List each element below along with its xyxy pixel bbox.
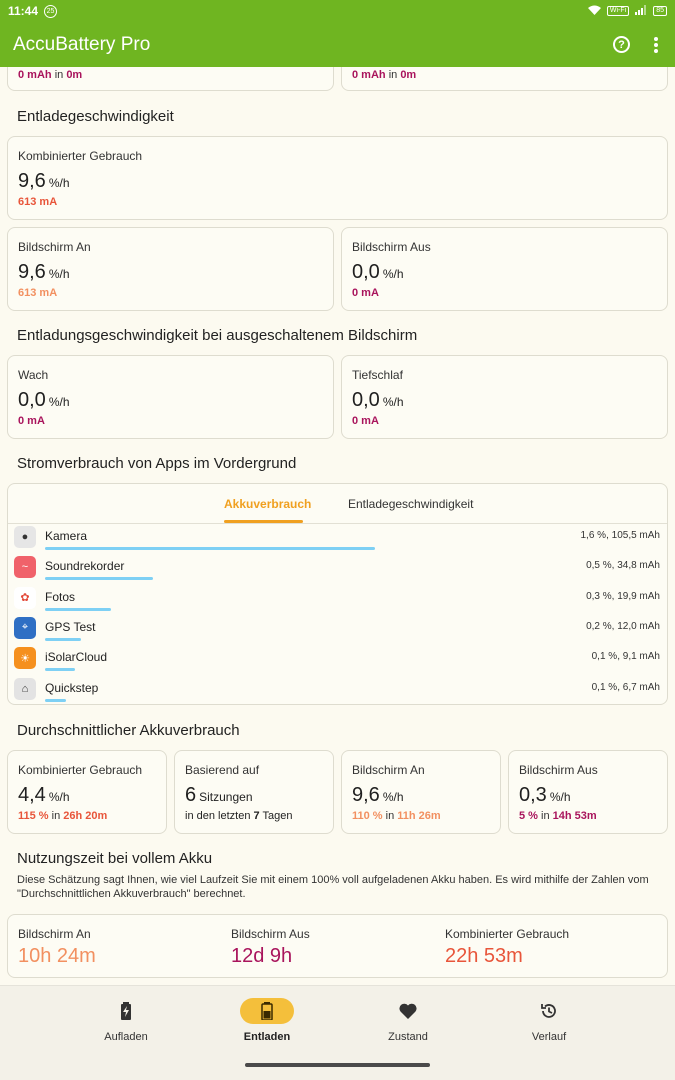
fc-screen-off-value: 12d 9h <box>231 945 293 967</box>
app-name: Fotos <box>45 589 76 604</box>
app-usage-value: 0,3 %, 19,9 mAh <box>586 590 660 602</box>
avg-combined-card <box>7 750 167 834</box>
combined-usage-label: Kombinierter Gebrauch <box>18 149 143 163</box>
app-usage-bar <box>45 638 81 641</box>
screen-off-value: 0,0 <box>352 261 380 283</box>
tab-discharge-speed[interactable]: Entladegeschwindigkeit <box>348 497 474 511</box>
status-time: 11:44 <box>8 4 39 18</box>
apps-card <box>7 483 668 705</box>
combined-usage-unit: %/h <box>48 176 70 190</box>
app-usage-value: 0,2 %, 12,0 mAh <box>586 620 660 632</box>
help-icon[interactable]: ? <box>613 36 630 53</box>
sound-recorder-icon: ~ <box>14 556 36 578</box>
top-left-in: in <box>54 69 64 81</box>
gps-test-icon: ⌖ <box>14 617 36 639</box>
fc-screen-off-label: Bildschirm Aus <box>231 927 310 941</box>
avg-combined-pct: 115 % <box>18 810 49 822</box>
avg-combined-time: 26h 20m <box>63 810 108 822</box>
discharge-content[interactable] <box>0 67 675 985</box>
average-title: Durchschnittlicher Akkuverbrauch <box>17 722 240 739</box>
app-bar <box>0 22 675 67</box>
deep-sleep-value: 0,0 <box>352 389 380 411</box>
status-bar <box>0 0 675 22</box>
app-name: iSolarCloud <box>45 650 108 665</box>
fc-combined-value: 22h 53m <box>445 945 523 967</box>
app-usage-value: 0,1 %, 9,1 mAh <box>591 651 660 663</box>
nav-discharge-label: Entladen <box>243 1031 291 1043</box>
app-usage-bar <box>45 668 75 671</box>
avg-screen-on-value: 9,6 <box>352 784 380 806</box>
deep-sleep-card <box>341 355 668 439</box>
avg-screen-on-in: in <box>385 810 395 822</box>
fc-combined-label: Kombinierter Gebrauch <box>445 927 570 941</box>
history-icon <box>540 1002 558 1020</box>
discharge-speed-title: Entladegeschwindigkeit <box>17 108 174 125</box>
full-charge-title: Nutzungszeit bei vollem Akku <box>17 850 213 867</box>
gesture-handle[interactable] <box>245 1063 430 1067</box>
full-charge-card <box>7 914 668 978</box>
avg-days-prefix: in den letzten <box>185 810 251 822</box>
top-left-time: 0m <box>66 69 83 81</box>
screen-on-unit: %/h <box>48 267 70 281</box>
wifi-icon <box>588 5 601 18</box>
signal-icon <box>635 5 647 18</box>
nav-discharge[interactable] <box>217 998 317 1058</box>
isolarcloud-icon: ☀ <box>14 647 36 669</box>
top-right-time: 0m <box>400 69 417 81</box>
avg-screen-off-pct: 5 % <box>519 810 538 822</box>
avg-sessions-value: 6 <box>185 784 197 806</box>
tab-battery-usage[interactable]: Akkuverbrauch <box>224 497 312 511</box>
app-row[interactable] <box>8 615 667 645</box>
top-partial-card-right <box>341 67 668 91</box>
avg-sessions-unit: Sitzungen <box>199 790 253 804</box>
nav-health-label: Zustand <box>388 1031 428 1043</box>
avg-screen-on-card <box>341 750 501 834</box>
app-name: GPS Test <box>45 619 96 634</box>
app-name: Quickstep <box>45 680 99 695</box>
deep-sleep-current: 0 mA <box>352 415 379 427</box>
avg-screen-off-value: 0,3 <box>519 784 547 806</box>
screen-on-value: 9,6 <box>18 261 46 283</box>
avg-days-value: 7 <box>253 810 260 822</box>
nav-charge[interactable] <box>76 998 176 1058</box>
avg-combined-label: Kombinierter Gebrauch <box>18 763 143 777</box>
apps-tabs <box>8 484 667 524</box>
awake-unit: %/h <box>48 395 70 409</box>
combined-usage-current: 613 mA <box>18 196 58 208</box>
app-name: Kamera <box>45 529 88 543</box>
screen-on-card <box>7 227 334 311</box>
notification-badge-icon: 25 <box>44 5 57 18</box>
nav-charge-label: Aufladen <box>104 1031 148 1043</box>
app-usage-bar <box>45 547 375 550</box>
top-left-value: 0 mAh <box>18 69 52 81</box>
combined-usage-value: 9,6 <box>18 170 46 192</box>
app-row[interactable] <box>8 554 667 584</box>
home-launcher-icon: ⌂ <box>14 678 36 700</box>
more-options-icon[interactable] <box>650 37 662 53</box>
status-icons <box>588 5 667 18</box>
combined-usage-card <box>7 136 668 220</box>
avg-screen-on-unit: %/h <box>382 790 404 804</box>
screen-off-label: Bildschirm Aus <box>352 240 431 254</box>
avg-screen-off-label: Bildschirm Aus <box>519 763 598 777</box>
awake-label: Wach <box>18 368 49 382</box>
battery-charging-icon <box>120 1002 132 1020</box>
top-partial-card-left <box>7 67 334 91</box>
camera-icon: ● <box>14 526 36 548</box>
top-right-value: 0 mAh <box>352 69 386 81</box>
avg-based-on-card <box>174 750 334 834</box>
nav-history-label: Verlauf <box>531 1031 567 1043</box>
avg-screen-on-time: 11h 26m <box>397 810 441 822</box>
heart-icon <box>399 1003 417 1019</box>
battery-level-icon: 85 <box>653 6 667 16</box>
app-usage-value: 1,6 %, 105,5 mAh <box>580 530 660 541</box>
app-usage-value: 0,1 %, 6,7 mAh <box>591 681 660 693</box>
avg-screen-off-unit: %/h <box>549 790 571 804</box>
avg-based-on-label: Basierend auf <box>185 763 260 777</box>
screen-off-current: 0 mA <box>352 287 379 299</box>
screen-off-card <box>341 227 668 311</box>
screen-on-current: 613 mA <box>18 287 58 299</box>
awake-card <box>7 355 334 439</box>
avg-screen-off-card <box>508 750 668 834</box>
app-title: AccuBattery Pro <box>13 33 151 55</box>
deep-sleep-label: Tiefschlaf <box>352 368 403 382</box>
avg-screen-off-in: in <box>541 810 550 822</box>
app-usage-bar <box>45 577 153 580</box>
fc-screen-on-value: 10h 24m <box>18 945 96 967</box>
nav-history[interactable] <box>499 998 599 1058</box>
app-name: Soundrekorder <box>45 559 125 574</box>
nav-health[interactable] <box>358 998 458 1058</box>
app-row[interactable] <box>8 585 667 615</box>
avg-combined-in: in <box>51 810 61 822</box>
wifi-label-badge: Wi-Fi <box>607 6 629 16</box>
avg-screen-on-label: Bildschirm An <box>352 763 425 777</box>
avg-screen-on-pct: 110 % <box>352 810 383 822</box>
app-usage-bar <box>45 699 66 702</box>
app-row[interactable] <box>8 645 667 675</box>
awake-current: 0 mA <box>18 415 45 427</box>
avg-days-suffix: Tagen <box>262 810 293 822</box>
app-usage-bar <box>45 608 111 611</box>
apps-title: Stromverbrauch von Apps im Vordergrund <box>17 455 297 472</box>
fc-screen-on-label: Bildschirm An <box>18 927 91 941</box>
app-row[interactable] <box>8 524 667 554</box>
avg-combined-value: 4,4 <box>18 784 46 806</box>
full-charge-note: Diese Schätzung sagt Ihnen, wie viel Laufzeit Sie mit einem 100% voll aufgeladenen Akku haben. Es wird mithilfe der Zahlen vom "Durchschnittlichen Akkuverbrauch" berechnet. <box>17 874 649 900</box>
battery-discharging-icon <box>261 1002 273 1020</box>
avg-screen-off-time: 14h 53m <box>552 810 597 822</box>
screen-off-speed-title: Entladungsgeschwindigkeit bei ausgeschaltenem Bildschirm <box>17 327 418 344</box>
app-usage-value: 0,5 %, 34,8 mAh <box>586 560 660 572</box>
screen-on-label: Bildschirm An <box>18 240 91 254</box>
deep-sleep-unit: %/h <box>382 395 404 409</box>
awake-value: 0,0 <box>18 389 46 411</box>
top-right-in: in <box>388 69 398 81</box>
photos-icon: ✿ <box>14 587 36 609</box>
app-row[interactable] <box>8 676 667 706</box>
avg-combined-unit: %/h <box>48 790 70 804</box>
screen-off-unit: %/h <box>382 267 404 281</box>
